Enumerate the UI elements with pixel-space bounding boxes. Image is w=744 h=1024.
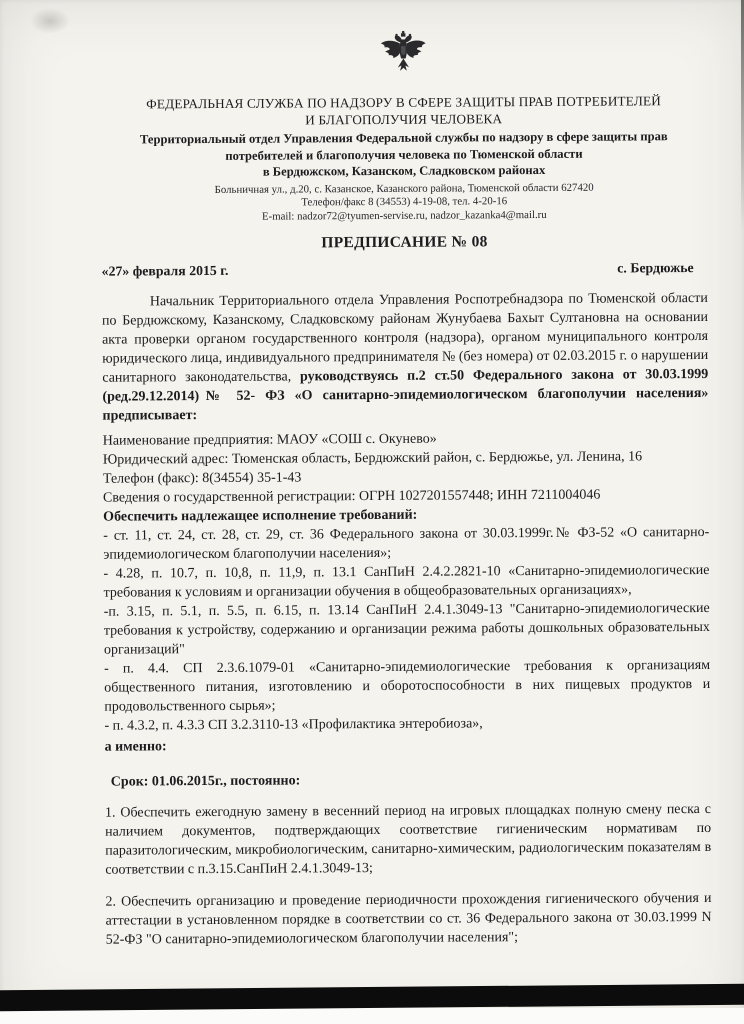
prescription-item-1: 1. Обеспечить ежегодную замену в весенний период на игровых площадках полную смену песка с наличием документов, подтверждающих соответствие гигиеническим нормативам по паразитологическим, микробиологическим, санитарно-химическим, радиологическим показателям в соответствии с п.3.15.СанПиН 2.4.1.3049-13; [104,801,712,878]
contact-block [101,180,707,224]
address-line: Больничная ул., д.20, с. Казанское, Казанского района, Тюменской области 627420 [214,181,594,196]
coat-of-arms-icon [100,28,706,92]
requirement-item-3: -п. 3.15, п. 5.1, п. 5.5, п. 6.15, п. 13.14 СанПиН 2.4.1.3049-13 "Санитарно-эпидемиологические требования к устройству, содержанию и организации режима работы дошкольных образовательных организаций" [103,600,710,658]
place-issued: с. Бердюжье [617,260,694,276]
requirements-heading: Обеспечить надлежащее исполнение требований: [103,507,418,525]
department-name [101,128,707,181]
intro-legal-basis-bold: руководствуясь п.2 ст.50 Федерального закона от 30.03.1999 (ред.29.12.2014)№ 52- ФЗ «О санитарно-эпидемиологическом благополучии населения» предписывает: [102,366,709,424]
document-title: ПРЕДПИСАНИЕ № 08 [321,233,488,252]
enterprise-name-line: Наименование предприятия: МАОУ «СОШ с. Окунево» [102,431,437,449]
intro-text: Начальник Территориального отдела Управления Роспотребнадзора по Тюменской области по Бердюжскому, Казанскому, Сладковскому районам Жунубаева Бахыт Султановна на основании акта проверки органом государственного контроля (надзора), органом муниципального контроля юридического лица, индивидуального предпринимателя № (без номера) от 02.03.2015 г. о нарушении санитарного законодательства, [101,290,709,386]
scan-bottom-white-strip [0,1008,744,1024]
date-issued: «27» февраля 2015 г. [101,262,229,279]
department-name-line-2: потребителей и благополучия человека по Тюменской области [225,146,583,163]
phone-line: Телефон/факс 8 (34553) 4-19-08, тел. 4-20-16 [301,195,508,209]
phone-fax-line: Телефон (факс): 8(34554) 35-1-43 [102,470,302,487]
deadline-line: Срок: 01.06.2015г., постоянно: [110,773,301,790]
requirement-item-4: - п. 4.4. СП 2.3.6.1079-01 «Санитарно-эпидемиологические требования к организациям общественного питания, изготовлению и оборотоспособности в них пищевых продуктов и продовольственного сырья»; [104,657,711,715]
department-name-line-1: Территориальный отдел Управления Федеральной службы по надзору в сфере защиты прав [139,129,668,147]
agency-name [101,92,707,130]
namely-label: а именно: [104,739,167,755]
registration-line: Сведения о государственной регистрации: ОГРН 1027201557448; ИНН 7211004046 [102,487,601,506]
email-line: E-mail: nadzor72@tyumen-servise.ru, nadzor_kazanka4@mail.ru [261,208,547,223]
legal-address-line: Юридический адрес: Тюменская область, Бердюжский район, с. Бердюжье, ул. Ленина, 16 [102,449,643,468]
agency-name-line-1: ФЕДЕРАЛЬНАЯ СЛУЖБА ПО НАДЗОРУ В СФЕРЕ ЗАЩИТЫ ПРАВ ПОТРЕБИТЕЛЕЙ [146,93,662,112]
requirement-item-2: - 4.28, п. 10.7, п. 10,8, п. 11,9, п. 13.1 СанПиН 2.4.2.2821-10 «Санитарно-эпидемиологические требования к условиям и организации обучения в общеобразовательных организациях», [103,562,710,601]
intro-paragraph [102,289,709,426]
agency-name-line-2: И БЛАГОПОЛУЧИЯ ЧЕЛОВЕКА [305,111,503,128]
requirement-item-1: - ст. 11, ст. 24, ст. 28, ст. 29, ст. 36 Федерального закона от 30.03.1999г.№ ФЗ-52 «О санитарно-эпидемиологическом благополучии населения»; [103,524,710,563]
department-name-line-3: в Бердюжском, Казанском, Сладковском районах [262,162,546,179]
requirement-item-5: - п. 4.3.2, п. 4.3.3 СП 3.2.3110-13 «Профилактика энтеробиоза», [104,716,483,734]
prescription-item-2: 2. Обеспечить организацию и проведение периодичности прохождения гигиенического обучения и аттестации в установленном порядке в соответствии со ст. 36 Федерального закона от 30.03.1999 N 52-ФЗ "О санитарно-эпидемиологическом благополучии населения"; [105,890,712,948]
date-place-line [102,258,708,281]
